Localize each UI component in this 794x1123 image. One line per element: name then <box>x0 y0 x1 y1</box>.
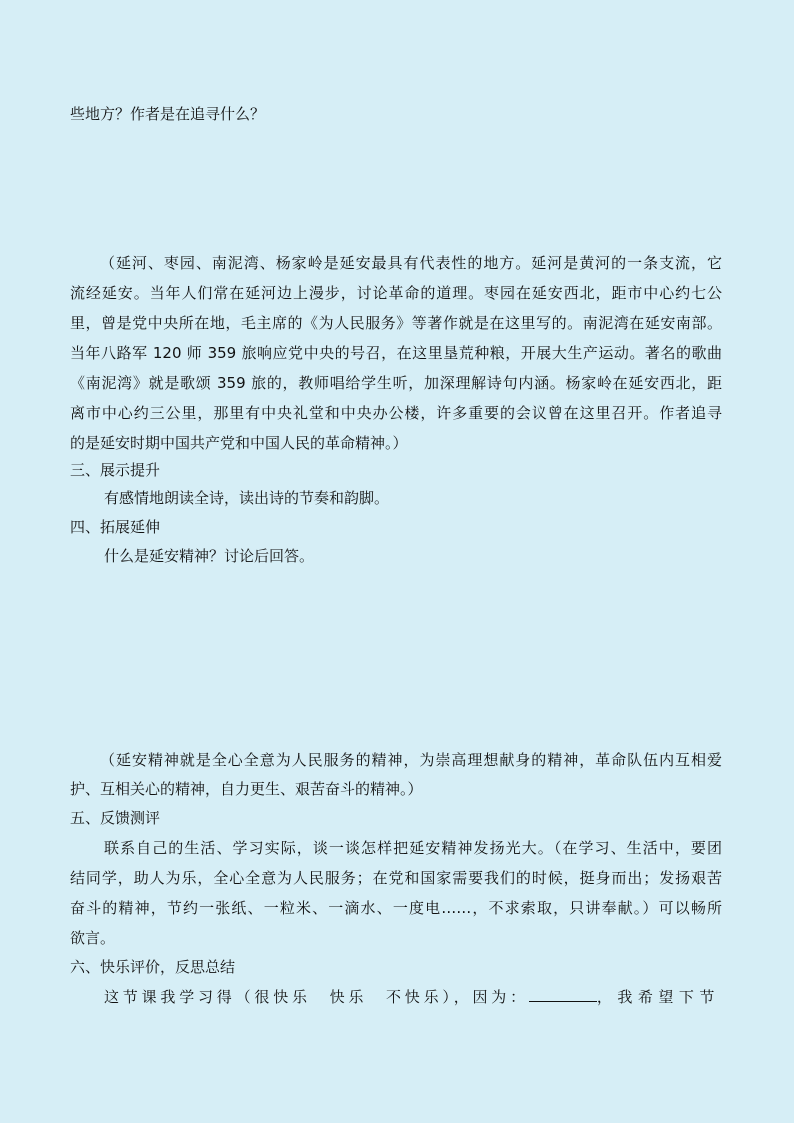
section5-line: 联系自己的生活、学习实际，谈一谈怎样把延安精神发扬光大。（在学习、生活中，要团 <box>104 839 722 857</box>
section-heading-4: 四、拓展延伸 <box>70 518 161 536</box>
section6-text-after: ，我希望下节 <box>596 988 720 1006</box>
answer1-line: （延河、枣园、南泥湾、杨家岭是延安最具有代表性的地方。延河是黄河的一条支流，它 <box>100 254 722 272</box>
answer-blank <box>529 987 597 1002</box>
section-heading-3: 三、展示提升 <box>70 461 161 479</box>
answer1-line: 《南泥湾》就是歌颂 359 旅的，教师唱给学生听，加深理解诗句内涵。杨家岭在延安西北，距 <box>70 374 722 392</box>
answer1-line: 当年八路军 120 师 359 旅响应党中央的号召，在这里垦荒种粮，开展大生产运动。著名的歌曲 <box>70 344 722 362</box>
answer1-line: 离市中心约三公里，那里有中央礼堂和中央办公楼，许多重要的会议曾在这里召开。作者追寻 <box>70 404 722 422</box>
answer1-line: 的是延安时期中国共产党和中国人民的革命精神。） <box>70 434 408 452</box>
section-body-3: 有感情地朗读全诗，读出诗的节奏和韵脚。 <box>104 489 390 507</box>
section-heading-5: 五、反馈测评 <box>70 809 161 827</box>
answer1-line: 流经延安。当年人们常在延河边上漫步，讨论革命的道理。枣园在延安西北，距市中心约七公 <box>70 284 722 302</box>
section-heading-6: 六、快乐评价，反思总结 <box>70 958 236 976</box>
section6-body <box>104 987 722 1008</box>
section5-line: 欲言。 <box>70 929 116 947</box>
section5-line: 结同学，助人为乐，全心全意为人民服务；在党和国家需要我们的时候，挺身而出；发扬艰苦 <box>70 869 722 887</box>
answer2-line: 护、互相关心的精神，自力更生、艰苦奋斗的精神。） <box>70 780 423 798</box>
answer2-line: （延安精神就是全心全意为人民服务的精神，为崇高理想献身的精神，革命队伍内互相爱 <box>100 751 722 769</box>
section6-text-before: 这节课我学习得（很快乐 快乐 不快乐），因为： <box>104 988 529 1006</box>
question-tail: 些地方？作者是在追寻什么？ <box>70 105 266 123</box>
section-body-4: 什么是延安精神？讨论后回答。 <box>104 547 315 565</box>
section5-line: 奋斗的精神，节约一张纸、一粒米、一滴水、一度电……，不求索取，只讲奉献。）可以畅所 <box>70 899 722 917</box>
answer1-line: 里，曾是党中央所在地，毛主席的《为人民服务》等著作就是在这里写的。南泥湾在延安南部。 <box>70 314 722 332</box>
